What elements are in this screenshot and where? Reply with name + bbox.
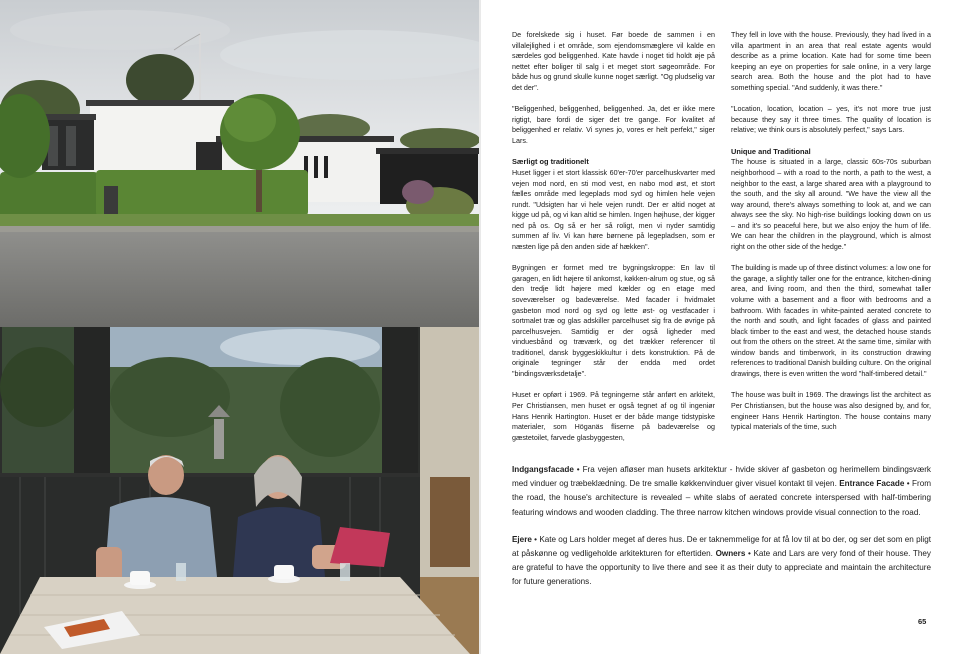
caption-owners-da-text: Kate og Lars holder meget af deres hus. De er taknemmelige for at få lov til at bo der, og ser det som en pligt at påskønne og vedligeholde arkitekturen for eftertiden. — [512, 534, 931, 559]
english-intro: They fell in love with the house. Previously, they had lived in a villa apartment in an area that real estate agents would describe as a prime location. Kate had for some time been keeping an eye on properties for sale online, in a very large search area. Both the house and the plot had to have something special. "And suddenly, it was there." — [731, 31, 931, 92]
bullet: • — [576, 465, 580, 474]
english-quote: "Location, location, location – yes, it's not more true just because they say it three times. The quality of location is relative; we think ours is absolutely perfect," says Lars. — [731, 105, 931, 135]
caption-owners-en-text: Kate and Lars are very fond of their house. They are grateful to have the opportunity to live there and see it as their duty to appreciate and maintain the architecture for future generations. — [512, 549, 931, 587]
page-number: 65 — [918, 617, 927, 626]
house-exterior-photo — [0, 0, 479, 327]
english-heading: Unique and Traditional — [731, 146, 811, 156]
danish-intro: De forelskede sig i huset. Før boede de sammen i en villalejlighed i et område, som ejendomsmæglere vil kalde en særdeles god beliggenhed. Kate havde i noget tid holdt øje på nettet efter boliger til salg i et meget stort søgeområde. For både hus og grund skulle kunne noget særligt. "Og pludselig var det der". — [512, 31, 715, 92]
english-paragraph-2: The building is made up of three distinct volumes: a low one for the garage, a slightly taller one for the entrance, kitchen-dining area, and living room, and then the third, somewhat taller volume with a basement and a floor with bedrooms and a bathroom. With facades in white-painted aerated concrete to the north and south, and light facades of glass and painted black timber to the east and west, the detached house stands out from the others on the street. At the same time, similar with window bands and timberwork, in its construction drawing references to traditional Danish building culture. On the original drawings, there is even written the word "half-timbered detail." — [731, 264, 931, 378]
bullet: • — [906, 479, 910, 489]
caption-facade-en-text: From the road, the house's architecture is revealed – white slabs of aerated concrete interspersed with half-timbering featuring windows and wooden cladding. The three narrow kitchen windows provide visual connection to the road. — [512, 479, 931, 517]
danish-paragraph-1: Huset ligger i et stort klassisk 60'er-70'er parcelhuskvarter med vejen mod nord, en sti mod vest, en nabo mod øst, et stort fælles område med legeplads mod syd og himlen hele vejen rundt. "Udsigten har vi hele vejen rundt. Der er altid noget at kigge ud på, og vi kan altid se himlen. Ingen højhuse, der kigger ned på os. Og så er her så roligt, men vi nyder samtidig summen af liv. Vi kan høre børnene på legepladsen, som er næsten lige på den anden side af hækken". — [512, 169, 715, 251]
caption-owners-en-title: Owners — [715, 549, 746, 559]
english-text-column — [731, 30, 931, 444]
english-paragraph-3: The house was built in 1969. The drawings list the architect as Per Christiansen, but the house was also designed by, and for, engineer Hans Henrik Hartington. The house contains many typical materials of the time, such — [731, 391, 931, 432]
caption-owners — [512, 533, 931, 590]
caption-facade-da-text: Fra vejen afløser man husets arkitektur - hvide skiver af gasbeton og herimellem bindingsværk med vinduer og træbeklædning. De tre smalle køkkenvinduer giver visuel kontakt til vejen. — [512, 465, 931, 489]
caption-owners-da-title: Ejere — [512, 534, 532, 544]
english-paragraph-1: The house is situated in a large, classic 60s-70s suburban neighborhood – with a road to the north, a path to the west, a neighbor to the east, a large shared area with a playground to the south, and the sky all around. "We have the view all the way around, there's always something to look at, and we can always see the sky. No high-rise buildings looking down on us – and it's so peaceful here, but we also enjoy the hum of life. We can hear the children in the playground, which is almost right on the other side of the hedge." — [731, 158, 931, 251]
danish-paragraph-2: Bygningen er formet med tre bygningskroppe: En lav til garagen, en lidt højere til ankomst, køkken-alrum og stue, og så den tredje lidt højere med kælder og en etage med soveværelser og badeværelse. Med facader i hvidmalet gasbeton mod nord og syd og lette øst- og vestfacader i sortmalet træ og glas adskiller parcelhuset sig fra de øvrige på parcelhusvejen. Samtidig er der også ligheder med vinduesbånd og træværk, og det trækker referencer til traditionel, dansk byggeskikkultur i dets konstruktion. På de originale tegninger står der endda med ordet "bindingsværksdetalje". — [512, 264, 715, 378]
caption-facade — [512, 463, 931, 520]
caption-facade-en-title: Entrance Facade — [839, 479, 905, 489]
caption-facade-da-title: Indgangsfacade — [512, 465, 574, 474]
danish-heading: Særligt og traditionelt — [512, 157, 589, 167]
danish-quote: "Beliggenhed, beliggenhed, beliggenhed. Ja, det er ikke mere rigtigt, bare fordi de siger det tre gange. For kvalitet af beliggenhed er relativ. Vi synes jo, vores er helt perfekt," siger Lars. — [512, 105, 715, 145]
bullet: • — [748, 549, 751, 559]
bullet: • — [534, 534, 538, 544]
danish-paragraph-3: Huset er opført i 1969. På tegningerne står anført en arkitekt, Per Christiansen, men huset er også tegnet af og til ingeniør Hans Henrik Hartington. Huset er der både mange tidstypiske materialer, som Höganäs fliserne på badeværelse og gæstetoilet, farvede glasbyggesten, — [512, 391, 715, 442]
couple-on-terrace-photo — [0, 327, 479, 654]
photo-captions — [512, 463, 931, 603]
page-gutter — [479, 0, 481, 654]
danish-text-column — [512, 30, 715, 454]
